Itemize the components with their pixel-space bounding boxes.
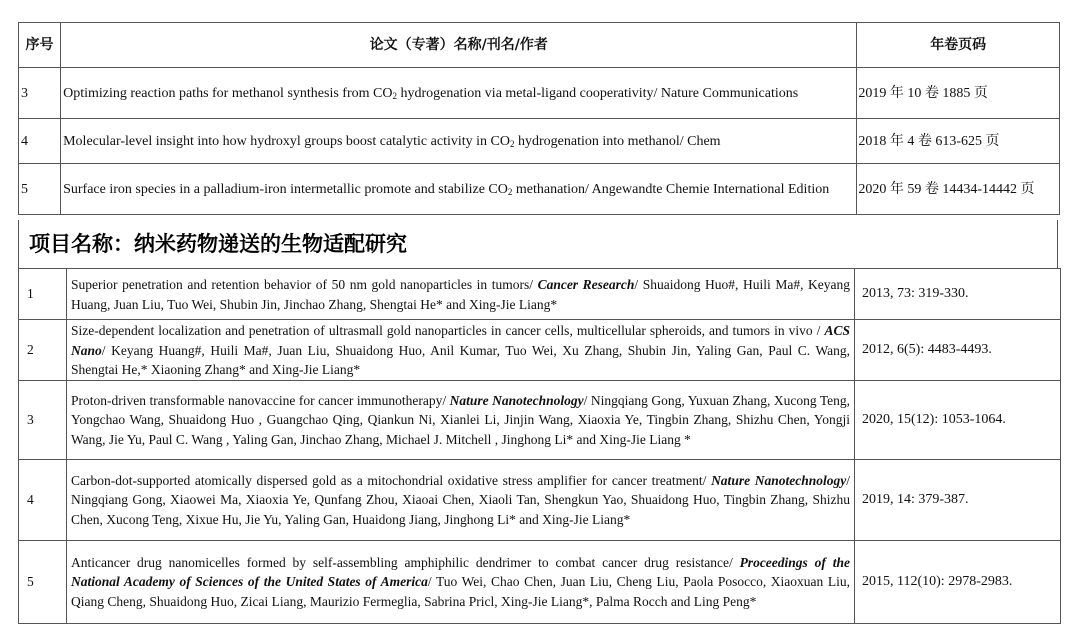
paper-citation: Anticancer drug nanomicelles formed by self-assembling amphiphilic dendrimer to combat cancer drug resistance/ Proceedings of the National Academy of Sciences of the United States of America/ Tuo Wei, Chao Chen, Juan Liu, Cheng Liu, Paola Posocco, Xiaoxuan Liu, Qiang Cheng, Shuaidong Huo, Zicai Liang, Maurizio Fermeglia, Sabrina Pricl, Xing-Jie Liang*, Palma Rocch and Ling Peng*: [67, 540, 855, 623]
publications-table-top: [18, 22, 1060, 215]
journal-name: Nature Nanotechnology: [449, 392, 584, 408]
journal-name: ACS Nano: [71, 323, 850, 358]
header-volume-pages: 年卷页码: [857, 23, 1060, 68]
table-row: [19, 269, 1061, 320]
table-row: [19, 540, 1061, 623]
row-number: 3: [19, 68, 61, 119]
row-number: 4: [19, 459, 67, 540]
header-row: [19, 23, 1060, 68]
project-section-title: 项目名称：纳米药物递送的生物适配研究: [18, 220, 1058, 268]
header-title: 论文（专著）名称/刊名/作者: [61, 23, 857, 68]
paper-title: Molecular-level insight into how hydroxyl groups boost catalytic activity in $CO_2$ hydrogenation into methanol/ Chem: [61, 119, 857, 164]
row-number: 2: [19, 320, 67, 381]
journal-name: Nature Nanotechnology: [711, 472, 847, 488]
table-row: [19, 164, 1060, 215]
journal-name: Proceedings of the National Academy of Sciences of the United States of America: [71, 554, 850, 590]
row-number: 5: [19, 164, 61, 215]
paper-citation: Proton-driven transformable nanovaccine for cancer immunotherapy/ Nature Nanotechnology/ Ningqiang Gong, Yuxuan Zhang, Xucong Teng, Yongchao Wang, Shuaidong Huo , Guangchao Qing, Qiankun Ni, Xianlei Li, Jinjin Wang, Xiaoxia Ye, Tingbin Zhang, Shizhu Chen, Yongji Wang, Jie Yu, Paul C. Wang , Yaling Gan, Jinchao Zhang, Michael J. Mitchell , Jinghong Li* and Xing-Jie Liang *: [67, 380, 855, 459]
paper-citation: Superior penetration and retention behavior of 50 nm gold nanoparticles in tumors/ Cancer Research/ Shuaidong Huo#, Huili Ma#, Keyang Huang, Juan Liu, Tuo Wei, Shubin Jin, Jinchao Zhang, Shengtai He* and Xing-Jie Liang*: [67, 269, 855, 320]
row-number: 3: [19, 380, 67, 459]
volume-pages: 2020, 15(12): 1053-1064.: [855, 380, 1061, 459]
volume-pages: 2015, 112(10): 2978-2983.: [855, 540, 1061, 623]
paper-citation: Carbon-dot-supported atomically dispersed gold as a mitochondrial oxidative stress amplifier for cancer treatment/ Nature Nanotechnology/ Ningqiang Gong, Xiaowei Ma, Xiaoxia Ye, Qunfang Zhou, Xiaoai Chen, Xiaoli Tan, Shengkun Yao, Shuaidong Huo, Tingbin Zhang, Shizhu Chen, Xucong Teng, Xixue Hu, Jie Yu, Yaling Gan, Huaidong Jiang, Jinghong Li* and Xing-Jie Liang*: [67, 459, 855, 540]
table-row: [19, 119, 1060, 164]
row-number: 1: [19, 269, 67, 320]
header-number: 序号: [19, 23, 61, 68]
volume-pages: 2019, 14: 379-387.: [855, 459, 1061, 540]
table-row: [19, 68, 1060, 119]
volume-pages: 2013, 73: 319-330.: [855, 269, 1061, 320]
journal-name: Cancer Research: [537, 277, 635, 292]
paper-title: Surface iron species in a palladium-iron intermetallic promote and stabilize $CO_2$ methanation/ Angewandte Chemie International Edition: [61, 164, 857, 215]
paper-citation: Size-dependent localization and penetration of ultrasmall gold nanoparticles in cancer cells, multicellular spheroids, and tumors in vivo / ACS Nano/ Keyang Huang#, Huili Ma#, Juan Liu, Shuaidong Huo, Anil Kumar, Tuo Wei, Xu Zhang, Shubin Jin, Yaling Gan, Paul C. Wang, Shengtai He,* Xiaoning Zhang* and Xing-Jie Liang*: [67, 320, 855, 381]
table-row: [19, 380, 1061, 459]
volume-pages: 2012, 6(5): 4483-4493.: [855, 320, 1061, 381]
paper-title: Optimizing reaction paths for methanol synthesis from $CO_2$ hydrogenation via metal-ligand cooperativity/ Nature Communications: [61, 68, 857, 119]
volume-pages: 2020 年 59 卷 14434-14442 页: [857, 164, 1060, 215]
row-number: 4: [19, 119, 61, 164]
volume-pages: 2019 年 10 卷 1885 页: [857, 68, 1060, 119]
table-row: [19, 320, 1061, 381]
volume-pages: 2018 年 4 卷 613-625 页: [857, 119, 1060, 164]
publications-table-bottom: [18, 268, 1061, 624]
row-number: 5: [19, 540, 67, 623]
table-row: [19, 459, 1061, 540]
